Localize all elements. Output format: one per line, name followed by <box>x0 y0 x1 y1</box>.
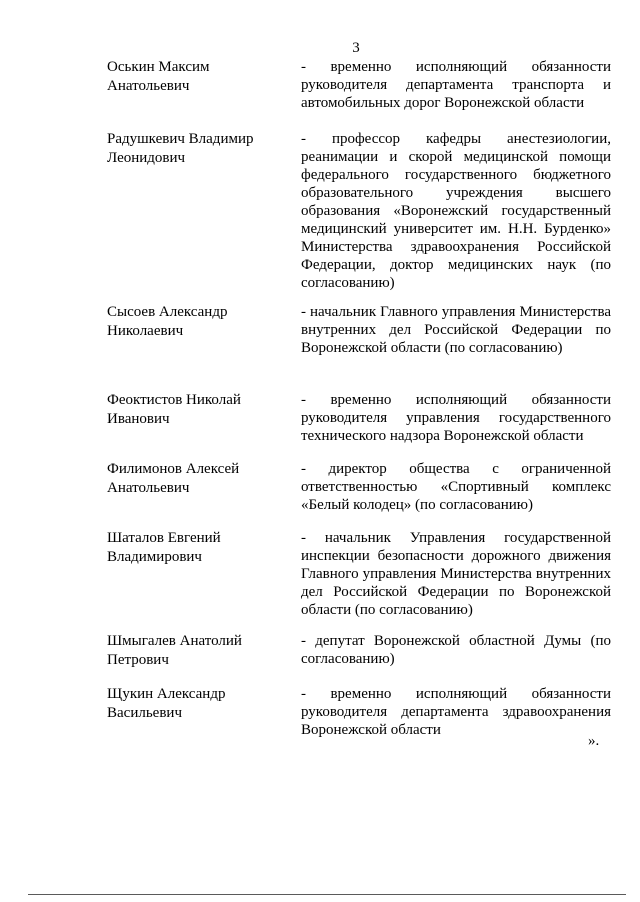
member-entry-filimonov <box>0 460 640 529</box>
member-name: Сысоев Александр Николаевич <box>107 304 228 339</box>
closing-quote: ». <box>588 733 600 749</box>
member-name: Оськин Максим Анатольевич <box>107 59 210 94</box>
members-list <box>0 58 640 739</box>
member-role: - временно исполняющий обязанности руководителя управления государственного технического надзора Воронежской области <box>301 392 611 444</box>
member-name: Шмыгалев Анатолий Петрович <box>107 633 242 668</box>
member-role: - депутат Воронежской областной Думы (по согласованию) <box>301 633 611 667</box>
member-role: - профессор кафедры анестезиологии, реанимации и скорой медицинской помощи федерального государственного бюджетного образовательного учреждения высшего образования «Воронежский государственный медицинский университет им. Н.Н. Бурденко» Министерства здравоохранения Российской Федерации, доктор медицинских наук (по согласованию) <box>301 131 611 291</box>
member-entry-shatalov <box>0 529 640 632</box>
member-name: Феоктистов Николай Иванович <box>107 392 241 427</box>
member-entry-shmygalev <box>0 632 640 685</box>
member-name: Шаталов Евгений Владимирович <box>107 530 221 565</box>
member-entry-shchukin <box>0 685 640 739</box>
bottom-rule <box>28 894 626 895</box>
page-number: 3 <box>352 40 360 56</box>
member-role: - временно исполняющий обязанности руководителя департамента здравоохранения Воронежской области <box>301 686 611 738</box>
member-name: Филимонов Алексей Анатольевич <box>107 461 240 496</box>
member-entry-feoktistov <box>0 391 640 460</box>
member-entry-sysoev <box>0 303 640 391</box>
member-role: - временно исполняющий обязанности руководителя департамента транспорта и автомобильных дорог Воронежской области <box>301 59 611 111</box>
member-name: Радушкевич Владимир Леонидович <box>107 131 254 166</box>
member-role: - начальник Управления государственной инспекции безопасности дорожного движения Главного управления Министерства внутренних дел Российской Федерации по Воронежской области (по согласованию) <box>301 530 611 618</box>
member-entry-oskin <box>0 58 640 130</box>
member-role: - начальник Главного управления Министерства внутренних дел Российской Федерации по Воронежской области (по согласованию) <box>301 304 611 356</box>
member-role: - директор общества с ограниченной ответственностью «Спортивный комплекс «Белый колодец» (по согласованию) <box>301 461 611 513</box>
member-entry-radushkevich <box>0 130 640 303</box>
member-name: Щукин Александр Васильевич <box>107 686 226 721</box>
